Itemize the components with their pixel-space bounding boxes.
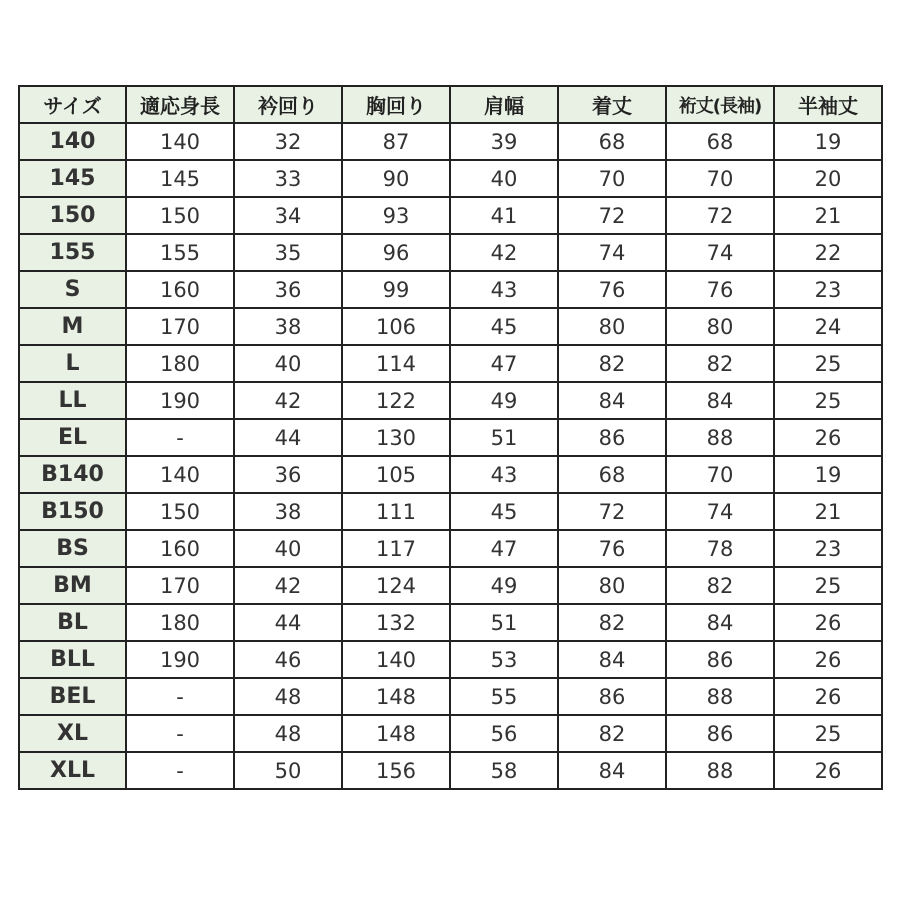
cell-chest: 111	[342, 493, 450, 530]
cell-height: 140	[126, 123, 234, 160]
row-size-label: S	[19, 271, 126, 308]
row-size-label: EL	[19, 419, 126, 456]
cell-shoulder: 39	[450, 123, 558, 160]
cell-sleeve-short: 26	[774, 419, 882, 456]
cell-sleeve-long: 86	[666, 715, 774, 752]
cell-length: 86	[558, 419, 666, 456]
table-row	[19, 567, 882, 604]
cell-collar: 44	[234, 419, 342, 456]
cell-sleeve-short: 26	[774, 752, 882, 789]
cell-chest: 93	[342, 197, 450, 234]
cell-collar: 35	[234, 234, 342, 271]
cell-sleeve-short: 19	[774, 456, 882, 493]
cell-length: 84	[558, 641, 666, 678]
cell-shoulder: 42	[450, 234, 558, 271]
cell-height: 170	[126, 567, 234, 604]
cell-sleeve-long: 72	[666, 197, 774, 234]
cell-length: 82	[558, 345, 666, 382]
cell-collar: 40	[234, 345, 342, 382]
cell-length: 74	[558, 234, 666, 271]
cell-collar: 36	[234, 456, 342, 493]
cell-collar: 33	[234, 160, 342, 197]
cell-shoulder: 53	[450, 641, 558, 678]
cell-sleeve-short: 21	[774, 493, 882, 530]
cell-height: 140	[126, 456, 234, 493]
cell-length: 72	[558, 197, 666, 234]
cell-sleeve-short: 25	[774, 715, 882, 752]
cell-length: 70	[558, 160, 666, 197]
cell-shoulder: 45	[450, 308, 558, 345]
header-size: サイズ	[19, 86, 126, 123]
cell-chest: 124	[342, 567, 450, 604]
cell-collar: 42	[234, 382, 342, 419]
header-shoulder: 肩幅	[450, 86, 558, 123]
row-size-label: B150	[19, 493, 126, 530]
row-size-label: XLL	[19, 752, 126, 789]
cell-sleeve-long: 82	[666, 345, 774, 382]
cell-collar: 44	[234, 604, 342, 641]
cell-length: 82	[558, 715, 666, 752]
cell-height: 180	[126, 345, 234, 382]
row-size-label: BLL	[19, 641, 126, 678]
cell-shoulder: 40	[450, 160, 558, 197]
table-row	[19, 419, 882, 456]
cell-shoulder: 51	[450, 419, 558, 456]
cell-sleeve-long: 88	[666, 752, 774, 789]
table-row	[19, 382, 882, 419]
header-collar: 衿回り	[234, 86, 342, 123]
cell-collar: 36	[234, 271, 342, 308]
cell-shoulder: 47	[450, 345, 558, 382]
cell-length: 68	[558, 123, 666, 160]
cell-height: 190	[126, 641, 234, 678]
cell-sleeve-long: 84	[666, 604, 774, 641]
cell-collar: 40	[234, 530, 342, 567]
table-row	[19, 456, 882, 493]
cell-shoulder: 45	[450, 493, 558, 530]
cell-sleeve-long: 82	[666, 567, 774, 604]
cell-length: 80	[558, 567, 666, 604]
cell-chest: 87	[342, 123, 450, 160]
cell-shoulder: 58	[450, 752, 558, 789]
cell-chest: 117	[342, 530, 450, 567]
header-chest: 胸回り	[342, 86, 450, 123]
cell-chest: 140	[342, 641, 450, 678]
row-size-label: BS	[19, 530, 126, 567]
cell-sleeve-short: 26	[774, 604, 882, 641]
cell-collar: 32	[234, 123, 342, 160]
cell-sleeve-short: 26	[774, 678, 882, 715]
cell-collar: 50	[234, 752, 342, 789]
table-row	[19, 493, 882, 530]
cell-sleeve-short: 21	[774, 197, 882, 234]
cell-collar: 38	[234, 493, 342, 530]
cell-height: 150	[126, 493, 234, 530]
row-size-label: 155	[19, 234, 126, 271]
cell-length: 68	[558, 456, 666, 493]
table-row	[19, 123, 882, 160]
cell-height: 160	[126, 530, 234, 567]
cell-sleeve-short: 26	[774, 641, 882, 678]
cell-sleeve-short: 20	[774, 160, 882, 197]
cell-sleeve-long: 84	[666, 382, 774, 419]
cell-height: -	[126, 419, 234, 456]
table-row	[19, 678, 882, 715]
row-size-label: L	[19, 345, 126, 382]
cell-length: 76	[558, 271, 666, 308]
row-size-label: BL	[19, 604, 126, 641]
cell-sleeve-long: 88	[666, 678, 774, 715]
cell-sleeve-short: 23	[774, 530, 882, 567]
cell-chest: 130	[342, 419, 450, 456]
cell-sleeve-long: 78	[666, 530, 774, 567]
row-size-label: 150	[19, 197, 126, 234]
cell-chest: 156	[342, 752, 450, 789]
cell-shoulder: 49	[450, 567, 558, 604]
cell-height: -	[126, 715, 234, 752]
cell-sleeve-long: 74	[666, 493, 774, 530]
cell-height: 190	[126, 382, 234, 419]
cell-length: 86	[558, 678, 666, 715]
cell-height: 145	[126, 160, 234, 197]
cell-chest: 148	[342, 715, 450, 752]
cell-height: -	[126, 678, 234, 715]
cell-sleeve-long: 70	[666, 456, 774, 493]
header-sleeve-short: 半袖丈	[774, 86, 882, 123]
cell-chest: 105	[342, 456, 450, 493]
cell-length: 82	[558, 604, 666, 641]
cell-sleeve-long: 80	[666, 308, 774, 345]
table-row	[19, 345, 882, 382]
cell-sleeve-long: 68	[666, 123, 774, 160]
table-row	[19, 271, 882, 308]
row-size-label: B140	[19, 456, 126, 493]
cell-length: 72	[558, 493, 666, 530]
cell-sleeve-short: 22	[774, 234, 882, 271]
cell-chest: 148	[342, 678, 450, 715]
table-row	[19, 160, 882, 197]
row-size-label: BEL	[19, 678, 126, 715]
table-row	[19, 530, 882, 567]
cell-collar: 34	[234, 197, 342, 234]
cell-sleeve-short: 25	[774, 382, 882, 419]
cell-shoulder: 43	[450, 456, 558, 493]
cell-height: 170	[126, 308, 234, 345]
cell-collar: 38	[234, 308, 342, 345]
cell-sleeve-short: 24	[774, 308, 882, 345]
header-height: 適応身長	[126, 86, 234, 123]
cell-sleeve-long: 70	[666, 160, 774, 197]
cell-length: 80	[558, 308, 666, 345]
cell-collar: 48	[234, 678, 342, 715]
cell-sleeve-long: 86	[666, 641, 774, 678]
cell-sleeve-long: 76	[666, 271, 774, 308]
cell-shoulder: 47	[450, 530, 558, 567]
row-size-label: 145	[19, 160, 126, 197]
cell-collar: 46	[234, 641, 342, 678]
cell-height: -	[126, 752, 234, 789]
cell-collar: 48	[234, 715, 342, 752]
cell-chest: 96	[342, 234, 450, 271]
row-size-label: M	[19, 308, 126, 345]
cell-chest: 106	[342, 308, 450, 345]
cell-sleeve-long: 88	[666, 419, 774, 456]
table-row	[19, 308, 882, 345]
cell-sleeve-long: 74	[666, 234, 774, 271]
row-size-label: LL	[19, 382, 126, 419]
cell-collar: 42	[234, 567, 342, 604]
cell-shoulder: 51	[450, 604, 558, 641]
cell-sleeve-short: 19	[774, 123, 882, 160]
cell-length: 84	[558, 752, 666, 789]
header-row	[19, 86, 882, 123]
cell-chest: 132	[342, 604, 450, 641]
cell-height: 180	[126, 604, 234, 641]
table-row	[19, 752, 882, 789]
cell-shoulder: 41	[450, 197, 558, 234]
cell-chest: 99	[342, 271, 450, 308]
table-row	[19, 715, 882, 752]
cell-chest: 122	[342, 382, 450, 419]
table-row	[19, 197, 882, 234]
cell-shoulder: 55	[450, 678, 558, 715]
cell-height: 150	[126, 197, 234, 234]
cell-shoulder: 56	[450, 715, 558, 752]
table-row	[19, 234, 882, 271]
cell-height: 160	[126, 271, 234, 308]
cell-shoulder: 49	[450, 382, 558, 419]
row-size-label: 140	[19, 123, 126, 160]
size-chart-table	[18, 85, 883, 790]
cell-shoulder: 43	[450, 271, 558, 308]
cell-chest: 114	[342, 345, 450, 382]
header-length: 着丈	[558, 86, 666, 123]
cell-sleeve-short: 23	[774, 271, 882, 308]
header-sleeve-long: 裄丈(長袖)	[666, 86, 774, 123]
row-size-label: XL	[19, 715, 126, 752]
cell-chest: 90	[342, 160, 450, 197]
cell-length: 76	[558, 530, 666, 567]
cell-length: 84	[558, 382, 666, 419]
table-row	[19, 641, 882, 678]
row-size-label: BM	[19, 567, 126, 604]
table-row	[19, 604, 882, 641]
cell-height: 155	[126, 234, 234, 271]
cell-sleeve-short: 25	[774, 345, 882, 382]
cell-sleeve-short: 25	[774, 567, 882, 604]
